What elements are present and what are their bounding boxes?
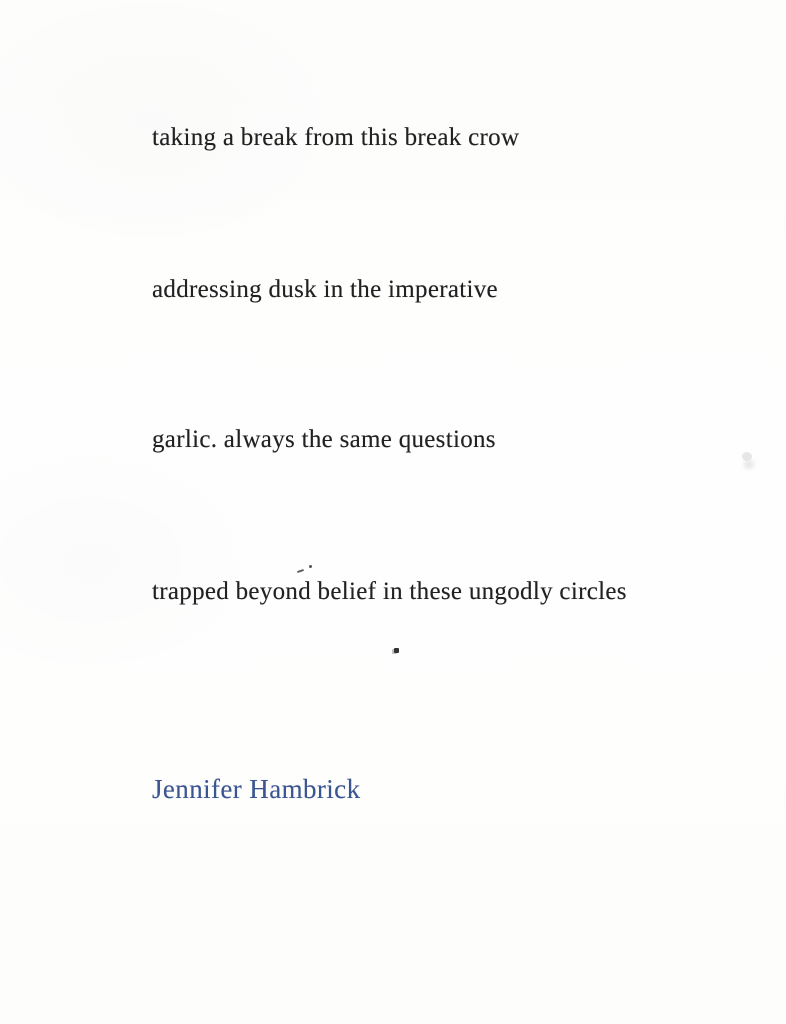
ink-speck-tick bbox=[297, 569, 304, 573]
ink-speck-small-dot bbox=[309, 565, 312, 568]
poem-line-3: garlic. always the same questions bbox=[152, 426, 496, 453]
poem-line-1: taking a break from this break crow bbox=[152, 124, 520, 151]
poem-line-2: addressing dusk in the imperative bbox=[152, 276, 498, 303]
ink-speck-dot bbox=[394, 648, 399, 653]
author-name: Jennifer Hambrick bbox=[152, 774, 361, 804]
poem-line-4: trapped beyond belief in these ungodly circles bbox=[152, 578, 627, 605]
scan-smudge bbox=[742, 452, 752, 461]
